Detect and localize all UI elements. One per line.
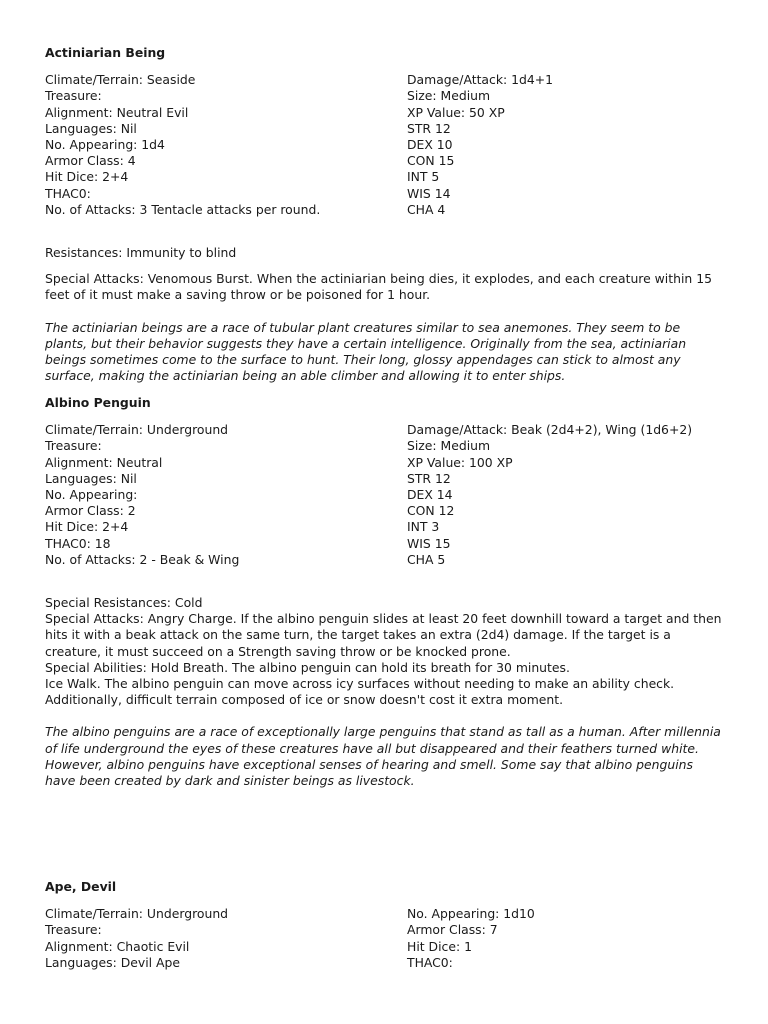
stat-str: STR 12 xyxy=(407,470,451,486)
stat-languages: Languages: Devil Ape xyxy=(45,954,181,970)
entry-actiniarian-being xyxy=(45,45,725,384)
special-abilities-text: Special Abilities: Hold Breath. The albino penguin can hold its breath for 30 minutes. xyxy=(45,659,570,675)
stat-thac0: THAC0: xyxy=(407,954,453,970)
stat-no-appearing: No. Appearing: 1d4 xyxy=(45,137,165,153)
stat-column-left xyxy=(45,422,407,568)
stat-xp: XP Value: 100 XP xyxy=(407,454,513,470)
stat-int: INT 3 xyxy=(407,519,440,535)
stat-no-appearing: No. Appearing: xyxy=(45,487,138,503)
stat-xp: XP Value: 50 XP xyxy=(407,104,505,120)
stat-block xyxy=(45,72,725,218)
stat-treasure: Treasure: xyxy=(45,88,102,104)
entry-ape-devil xyxy=(45,879,725,971)
stat-con: CON 15 xyxy=(407,153,455,169)
stat-damage: Damage/Attack: 1d4+1 xyxy=(407,72,554,88)
entry-title: Albino Penguin xyxy=(45,395,151,410)
stat-climate: Climate/Terrain: Underground xyxy=(45,906,229,922)
stat-block xyxy=(45,422,725,568)
stat-armor-class: Armor Class: 2 xyxy=(45,503,136,519)
stat-str: STR 12 xyxy=(407,120,451,136)
stat-climate: Climate/Terrain: Underground xyxy=(45,422,229,438)
description-text: The albino penguins are a race of exceptionally large penguins that stand as tall as a human. After millennia of life underground the eyes of these creatures have all but disappeared and their feathers turned white. However, albino penguins have exceptional senses of hearing and smell. Some say that albino penguins have been created by dark and sinister beings as livestock. xyxy=(45,724,721,789)
entry-title: Actiniarian Being xyxy=(45,45,166,60)
stat-column-left xyxy=(45,906,407,971)
stat-con: CON 12 xyxy=(407,503,455,519)
stat-armor-class: Armor Class: 7 xyxy=(407,922,498,938)
stat-languages: Languages: Nil xyxy=(45,470,137,486)
stat-column-left xyxy=(45,72,407,218)
resistances-text: Resistances: Immunity to blind xyxy=(45,245,237,261)
stat-languages: Languages: Nil xyxy=(45,120,137,136)
stat-cha: CHA 4 xyxy=(407,201,446,217)
stat-treasure: Treasure: xyxy=(45,922,102,938)
stat-alignment: Alignment: Neutral Evil xyxy=(45,104,189,120)
stat-size: Size: Medium xyxy=(407,88,491,104)
stat-block xyxy=(45,906,725,971)
special-resistances-text: Special Resistances: Cold xyxy=(45,595,203,611)
description-text: The actiniarian beings are a race of tubular plant creatures similar to sea anemones. They seem to be plants, but their behavior suggests they have a certain intelligence. Originally from the sea, actiniarian beings sometimes come to the surface to hunt. Their long, glossy appendages can stick to almost any surface, making the actiniarian being an able climber and allowing it to enter ships. xyxy=(45,319,687,384)
stat-damage: Damage/Attack: Beak (2d4+2), Wing (1d6+2) xyxy=(407,422,693,438)
stat-thac0: THAC0: xyxy=(45,185,91,201)
stat-no-appearing: No. Appearing: 1d10 xyxy=(407,906,535,922)
stat-int: INT 5 xyxy=(407,169,440,185)
entry-title: Ape, Devil xyxy=(45,879,117,894)
stat-dex: DEX 14 xyxy=(407,487,453,503)
stat-alignment: Alignment: Neutral xyxy=(45,454,163,470)
stat-climate: Climate/Terrain: Seaside xyxy=(45,72,196,88)
stat-column-right xyxy=(407,422,725,568)
stat-size: Size: Medium xyxy=(407,438,491,454)
ice-walk-text: Ice Walk. The albino penguin can move across icy surfaces without needing to make an ability check. Additionally, difficult terrain composed of ice or snow doesn't cost it extra moment. xyxy=(45,676,675,708)
stat-hit-dice: Hit Dice: 2+4 xyxy=(45,519,129,535)
stat-attacks: No. of Attacks: 2 - Beak & Wing xyxy=(45,551,240,567)
special-attacks-text: Special Attacks: Angry Charge. If the albino penguin slides at least 20 feet downhill toward a target and then hits it with a beak attack on the same turn, the target takes an extra (2d4) damage. If the target is a creature, it must succeed on a Strength saving throw or be knocked prone. xyxy=(45,611,722,659)
stat-alignment: Alignment: Chaotic Evil xyxy=(45,938,190,954)
stat-armor-class: Armor Class: 4 xyxy=(45,153,136,169)
stat-attacks: No. of Attacks: 3 Tentacle attacks per round. xyxy=(45,201,321,217)
stat-wis: WIS 14 xyxy=(407,185,451,201)
entry-albino-penguin xyxy=(45,395,725,789)
stat-column-right xyxy=(407,906,725,971)
stat-cha: CHA 5 xyxy=(407,551,446,567)
stat-column-right xyxy=(407,72,725,218)
special-attacks-text: Special Attacks: Venomous Burst. When the actiniarian being dies, it explodes, and each creature within 15 feet of it must make a saving throw or be poisoned for 1 hour. xyxy=(45,271,712,303)
stat-thac0: THAC0: 18 xyxy=(45,535,111,551)
stat-dex: DEX 10 xyxy=(407,137,453,153)
stat-hit-dice: Hit Dice: 1 xyxy=(407,938,472,954)
stat-treasure: Treasure: xyxy=(45,438,102,454)
stat-hit-dice: Hit Dice: 2+4 xyxy=(45,169,129,185)
stat-wis: WIS 15 xyxy=(407,535,451,551)
